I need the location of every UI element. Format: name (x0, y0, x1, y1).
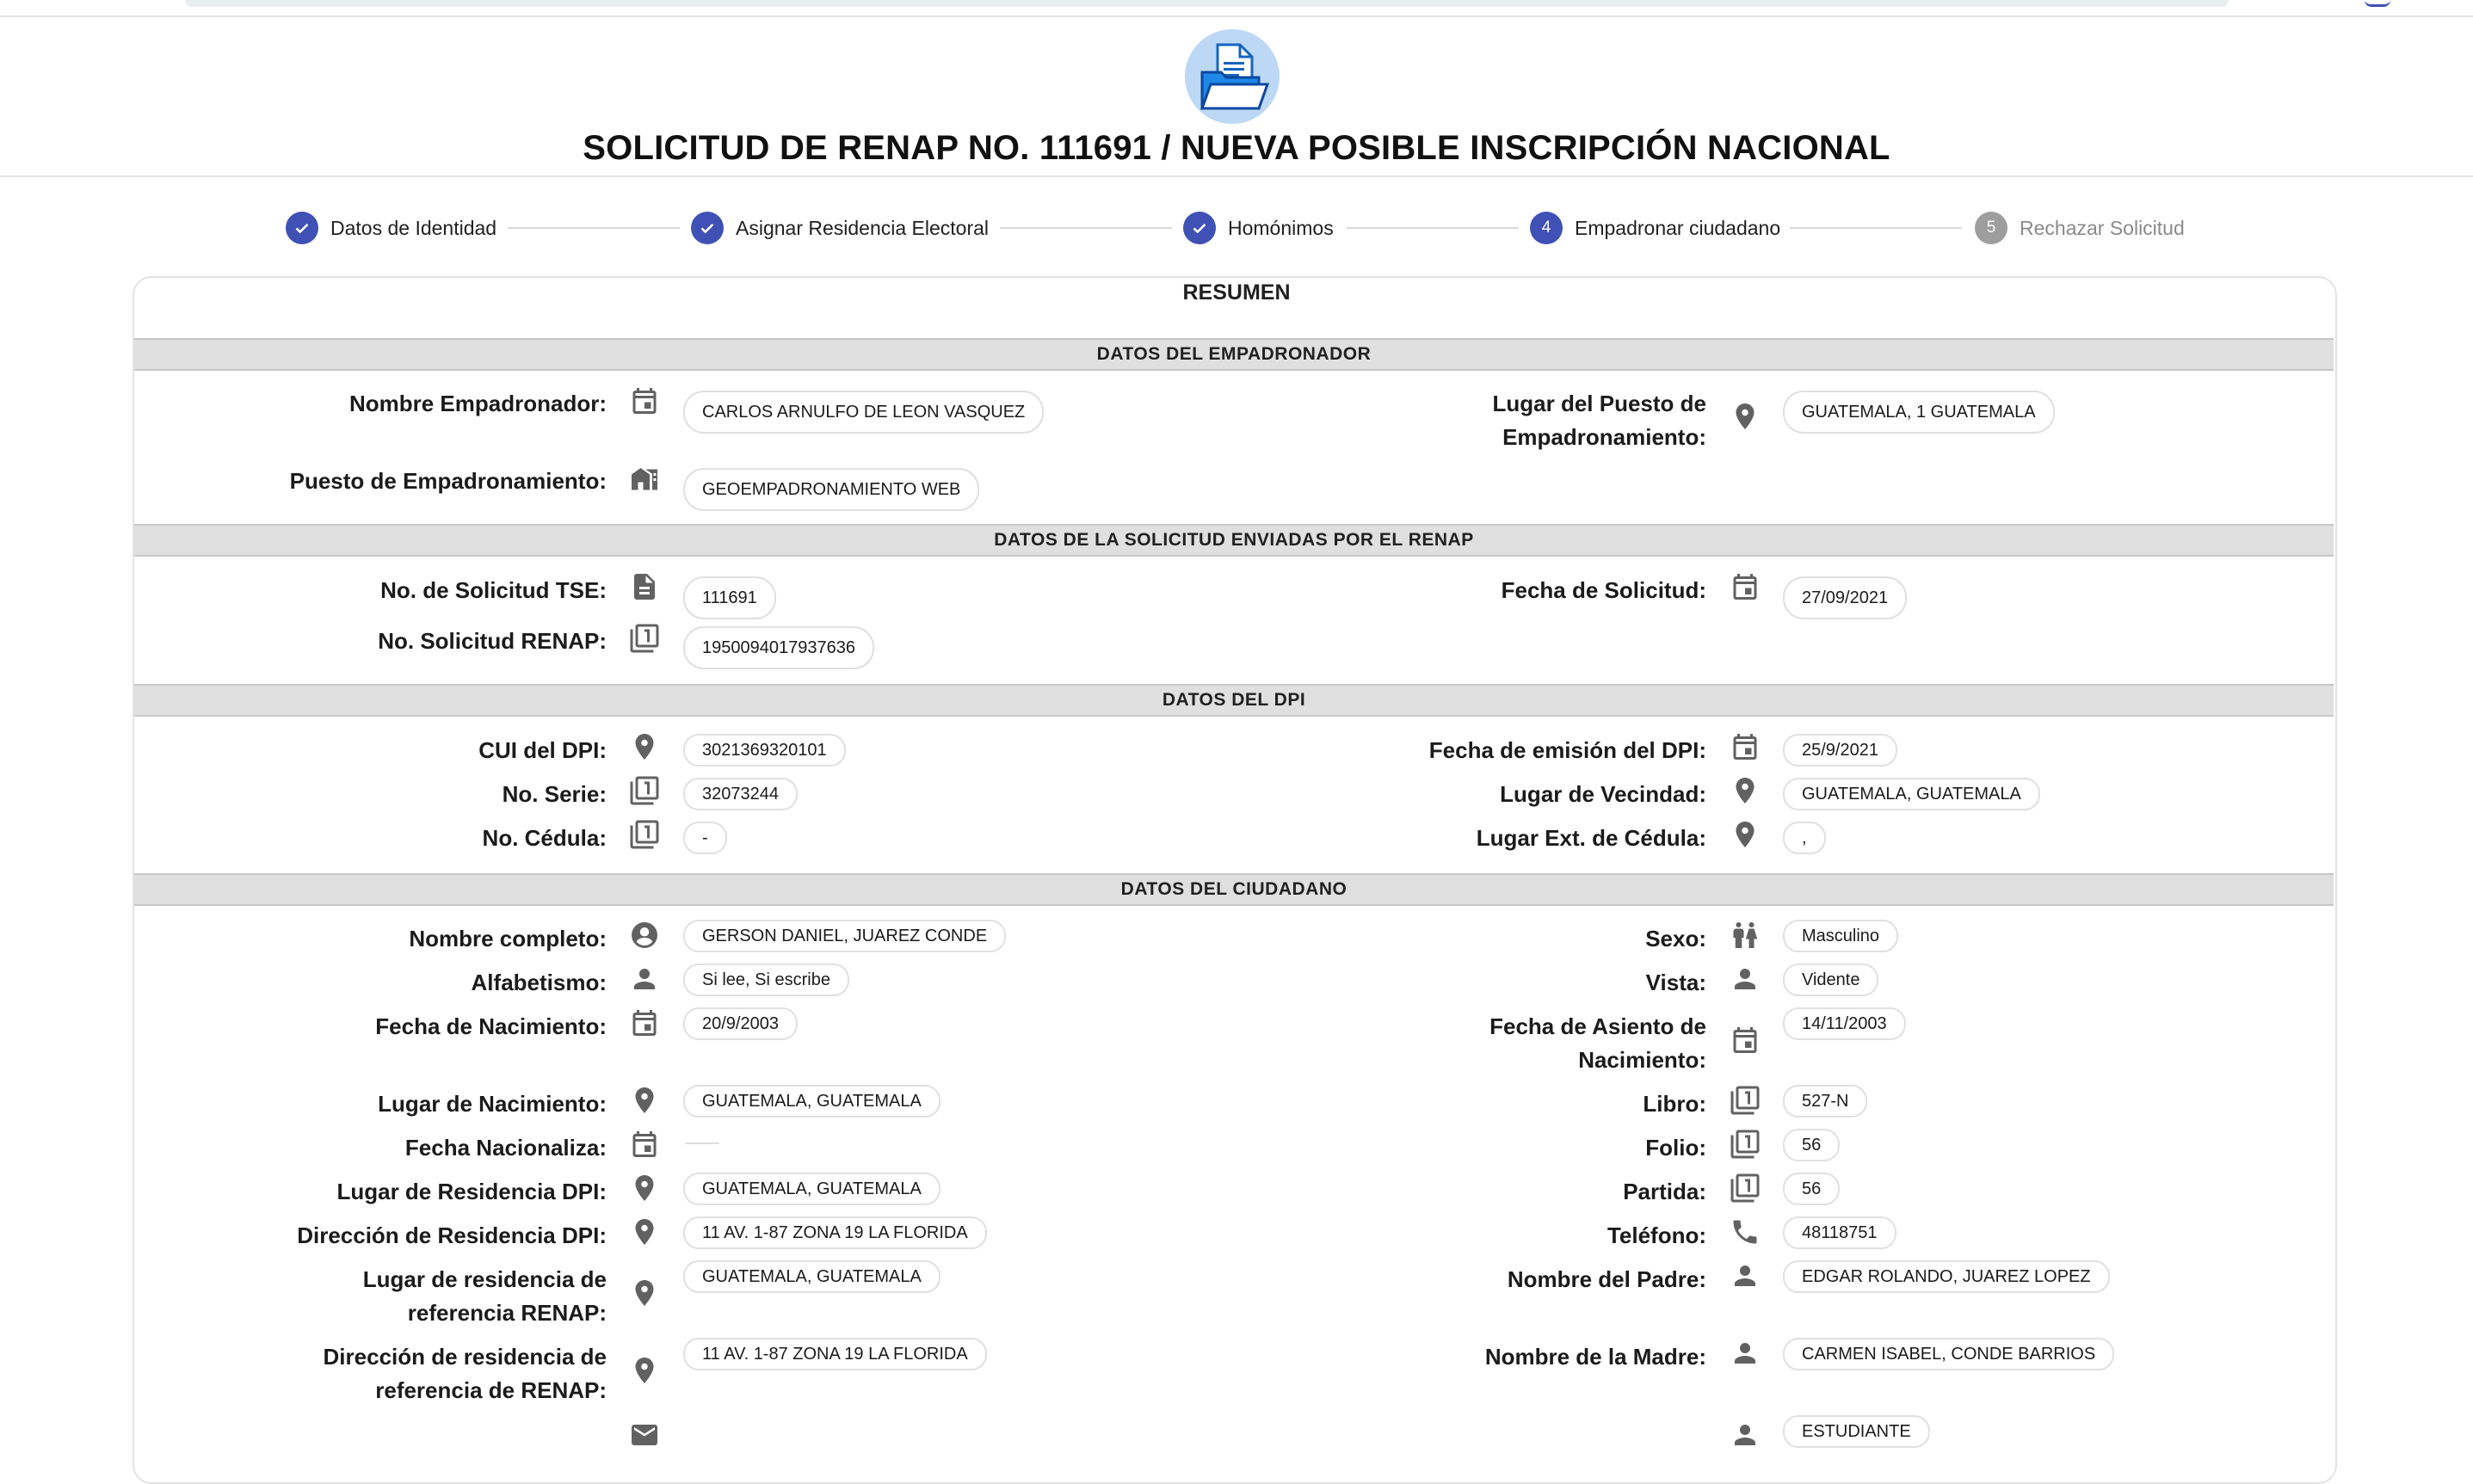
value-nombre-madre: CARMEN ISABEL, CONDE BARRIOS (1783, 1338, 2114, 1370)
wc-icon (1730, 920, 1761, 951)
label-no-serie: No. Serie: (502, 781, 607, 807)
label-no-solicitud-renap: No. Solicitud RENAP: (378, 628, 607, 654)
stepper (0, 206, 2473, 249)
top-app-bar (0, 0, 2473, 17)
user-avatar-edge[interactable] (2365, 0, 2390, 7)
label-telefono: Teléfono: (1607, 1222, 1706, 1248)
value-no-cedula: - (683, 822, 727, 854)
calendar-icon (1730, 731, 1761, 762)
calendar-icon (629, 1129, 660, 1160)
calendar-icon (629, 385, 660, 416)
header-divider (0, 175, 2473, 177)
value-lugar-ext-cedula: , (1783, 822, 1826, 854)
step-homonimos[interactable] (1183, 211, 1334, 245)
step-datos-identidad[interactable] (286, 211, 496, 245)
value-cui-dpi: 3021369320101 (683, 734, 846, 767)
label-direccion-residencia-dpi: Dirección de Residencia DPI: (297, 1222, 607, 1248)
label-lugar-residencia-dpi: Lugar de Residencia DPI: (336, 1179, 607, 1204)
step-number: 5 (1975, 212, 2007, 244)
numbered-copy-icon (1730, 1129, 1761, 1160)
location-pin-icon (1730, 819, 1761, 850)
check-icon (1183, 212, 1216, 244)
label-fecha-nacionaliza: Fecha Nacionaliza: (404, 1135, 607, 1161)
page-title: SOLICITUD DE RENAP NO. 111691 / NUEVA POSIBLE INSCRIPCIÓN NACIONAL (583, 129, 1890, 167)
step-label: Rechazar Solicitud (2020, 216, 2185, 239)
value-alfabetismo: Si lee, Si escribe (683, 964, 849, 996)
step-rechazar-solicitud[interactable] (1975, 211, 2185, 245)
value-no-solicitud-tse: 111691 (683, 576, 776, 619)
label-nombre-completo: Nombre completo: (409, 926, 607, 951)
label-alfabetismo: Alfabetismo: (471, 970, 607, 995)
person-icon (629, 964, 660, 994)
value-libro: 527-N (1783, 1085, 1867, 1118)
label-lugar-ref-renap-l1: Lugar de residencia de (362, 1266, 607, 1292)
value-nombre-completo: GERSON DANIEL, JUAREZ CONDE (683, 920, 1006, 952)
person-icon (1730, 964, 1761, 994)
check-icon (286, 212, 318, 244)
location-pin-icon (629, 1355, 660, 1386)
label-fecha-nacimiento: Fecha de Nacimiento: (375, 1013, 607, 1039)
label-no-cedula: No. Cédula: (482, 825, 607, 851)
step-connector (1347, 227, 1519, 229)
person-icon (1730, 1260, 1761, 1291)
label-dir-ref-renap-l1: Dirección de residencia de (323, 1344, 607, 1370)
label-nombre-empadronador: Nombre Empadronador: (348, 391, 607, 416)
value-vista: Vidente (1783, 964, 1878, 996)
label-cui-dpi: CUI del DPI: (478, 737, 607, 763)
numbered-copy-icon (629, 623, 660, 654)
check-icon (691, 212, 724, 244)
folder-document-icon (1185, 29, 1280, 124)
value-fecha-nacimiento: 20/9/2003 (683, 1007, 798, 1040)
step-label: Homónimos (1228, 216, 1334, 239)
location-pin-icon (629, 1216, 660, 1247)
value-nombre-empadronador: CARLOS ARNULFO DE LEON VASQUEZ (683, 391, 1044, 434)
value-lugar-vecindad: GUATEMALA, GUATEMALA (1783, 778, 2040, 810)
phone-icon (1730, 1216, 1761, 1247)
calendar-icon (1730, 1025, 1761, 1056)
location-pin-icon (629, 1173, 660, 1204)
value-fecha-asiento: 14/11/2003 (1783, 1007, 1906, 1040)
numbered-copy-icon (1730, 1085, 1761, 1116)
email-icon (629, 1419, 660, 1450)
label-lugar-ext-cedula: Lugar Ext. de Cédula: (1476, 825, 1706, 851)
resumen-title: RESUMEN (1182, 280, 1291, 305)
step-connector (1000, 227, 1172, 229)
step-connector (508, 227, 680, 229)
section-dpi: DATOS DEL DPI (134, 684, 2334, 717)
step-number: 4 (1530, 212, 1563, 244)
location-pin-icon (629, 1278, 660, 1309)
search-bar-edge[interactable] (185, 0, 2229, 7)
house-icon (629, 463, 660, 494)
value-partida: 56 (1783, 1173, 1840, 1205)
step-asignar-residencia[interactable] (691, 211, 989, 245)
section-empadronador: DATOS DEL EMPADRONADOR (134, 338, 2334, 371)
value-folio: 56 (1783, 1129, 1840, 1161)
person-icon (1730, 1338, 1761, 1369)
step-label: Empadronar ciudadano (1575, 216, 1781, 239)
label-libro: Libro: (1643, 1091, 1706, 1117)
value-dir-ref-renap: 11 AV. 1-87 ZONA 19 LA FLORIDA (683, 1338, 987, 1370)
value-no-serie: 32073244 (683, 778, 798, 810)
value-lugar-nacimiento: GUATEMALA, GUATEMALA (683, 1085, 940, 1118)
label-nombre-padre: Nombre del Padre: (1507, 1266, 1706, 1292)
label-lugar-puesto-l2: Empadronamiento: (1502, 424, 1706, 450)
step-label: Asignar Residencia Electoral (736, 216, 990, 239)
location-pin-icon (1730, 401, 1761, 432)
step-connector (1790, 227, 1962, 229)
label-lugar-nacimiento: Lugar de Nacimiento: (378, 1091, 607, 1117)
value-lugar-residencia-dpi: GUATEMALA, GUATEMALA (683, 1173, 940, 1205)
label-puesto-empadronamiento: Puesto de Empadronamiento: (289, 468, 607, 494)
label-no-solicitud-tse: No. de Solicitud TSE: (380, 577, 607, 603)
label-lugar-vecindad: Lugar de Vecindad: (1500, 781, 1706, 807)
value-sexo: Masculino (1783, 920, 1898, 952)
numbered-copy-icon (629, 819, 660, 850)
value-profesion: ESTUDIANTE (1783, 1415, 1930, 1448)
account-circle-icon (629, 920, 660, 951)
label-fecha-asiento-l1: Fecha de Asiento de (1489, 1013, 1706, 1039)
label-lugar-puesto-l1: Lugar del Puesto de (1492, 391, 1706, 416)
value-nombre-padre: EDGAR ROLANDO, JUAREZ LOPEZ (1783, 1260, 2110, 1293)
value-telefono: 48118751 (1783, 1216, 1896, 1249)
value-fecha-solicitud: 27/09/2021 (1783, 576, 1907, 619)
value-no-solicitud-renap: 1950094017937636 (683, 626, 874, 669)
value-lugar-puesto: GUATEMALA, 1 GUATEMALA (1783, 391, 2055, 434)
value-puesto-empadronamiento: GEOEMPADRONAMIENTO WEB (683, 468, 979, 511)
person-icon (1730, 1419, 1761, 1450)
value-direccion-residencia-dpi: 11 AV. 1-87 ZONA 19 LA FLORIDA (683, 1216, 987, 1249)
label-folio: Folio: (1645, 1135, 1706, 1161)
label-fecha-solicitud: Fecha de Solicitud: (1501, 577, 1706, 603)
calendar-icon (629, 1007, 660, 1038)
document-icon (629, 571, 660, 602)
section-solicitud: DATOS DE LA SOLICITUD ENVIADAS POR EL RENAP (134, 524, 2334, 557)
location-pin-icon (1730, 775, 1761, 806)
label-fecha-asiento-l2: Nacimiento: (1578, 1047, 1706, 1073)
step-label: Datos de Identidad (330, 216, 497, 239)
value-fecha-nacionaliza (685, 1142, 719, 1144)
numbered-copy-icon (1730, 1173, 1761, 1204)
section-ciudadano: DATOS DEL CIUDADANO (134, 873, 2334, 906)
label-partida: Partida: (1623, 1179, 1706, 1204)
label-vista: Vista: (1645, 970, 1706, 995)
step-empadronar-ciudadano[interactable] (1530, 211, 1780, 245)
value-fecha-emision-dpi: 25/9/2021 (1783, 734, 1897, 767)
label-sexo: Sexo: (1645, 926, 1706, 951)
label-nombre-madre: Nombre de la Madre: (1484, 1344, 1706, 1370)
location-pin-icon (629, 731, 660, 762)
label-fecha-emision-dpi: Fecha de emisión del DPI: (1428, 737, 1706, 763)
label-dir-ref-renap-l2: referencia de RENAP: (375, 1377, 607, 1403)
location-pin-icon (629, 1085, 660, 1116)
label-lugar-ref-renap-l2: referencia RENAP: (407, 1300, 607, 1326)
value-lugar-ref-renap: GUATEMALA, GUATEMALA (683, 1260, 940, 1293)
numbered-copy-icon (629, 775, 660, 806)
calendar-icon (1730, 571, 1761, 602)
